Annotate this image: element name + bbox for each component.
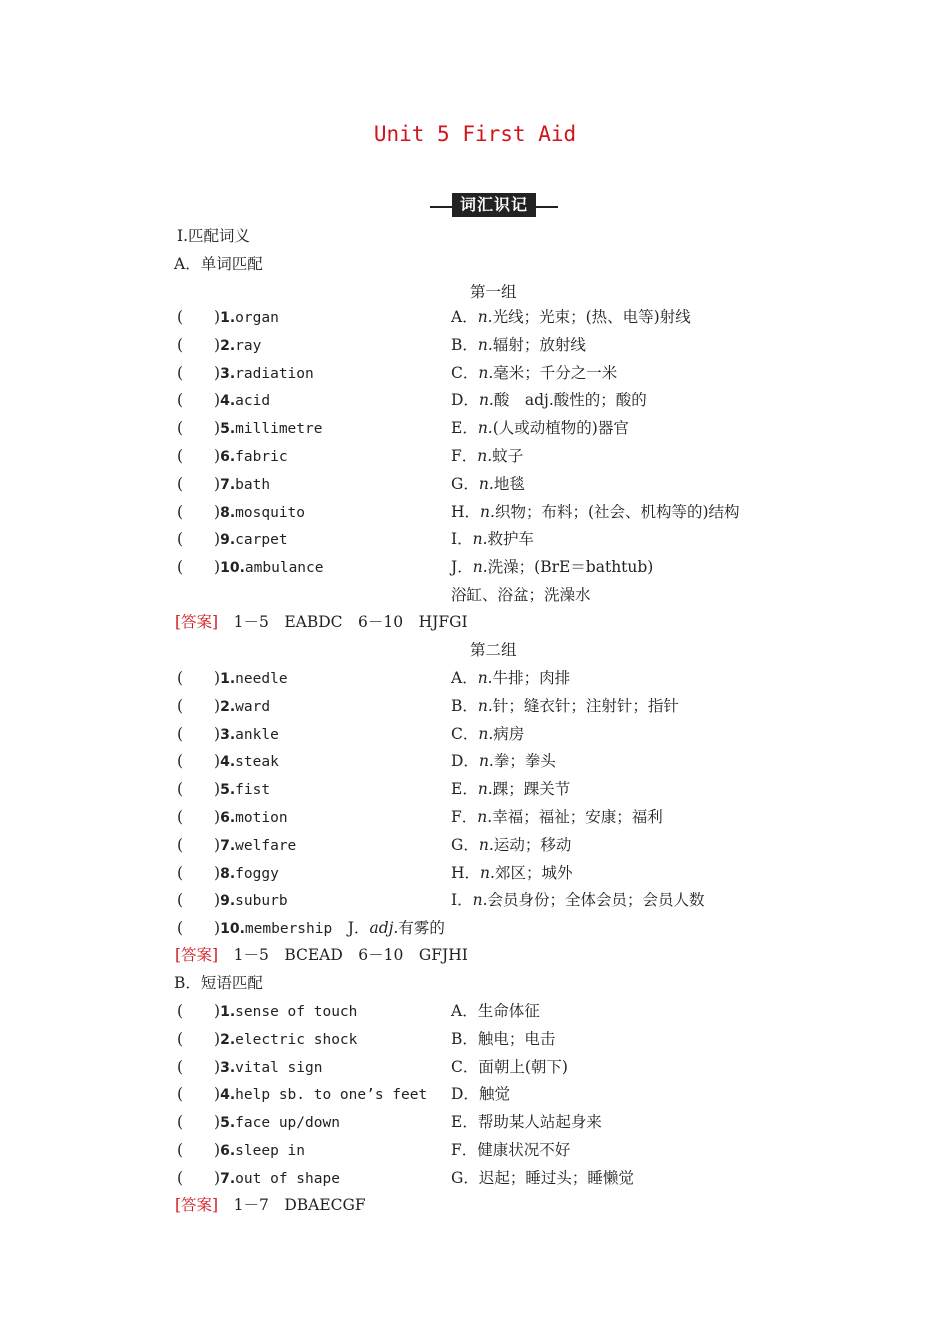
answer-blank: ( ) (177, 502, 221, 521)
part-of-speech: n. (478, 474, 494, 493)
answer-label: [答案] (175, 946, 219, 964)
answer-label: [答案] (175, 613, 219, 631)
option-letter: H． (451, 502, 481, 521)
definition-item (451, 807, 663, 827)
definition-text: 面朝上(朝下) (478, 1057, 568, 1076)
definition-text: 触电；电击 (477, 1029, 556, 1048)
definition-item (451, 779, 570, 799)
word-text: mosquito (235, 504, 306, 521)
word-item (177, 557, 324, 578)
option-letter: A． (451, 308, 478, 326)
definition-text: 毫米；千分之一米 (493, 363, 618, 382)
definition-item (451, 1084, 510, 1104)
item-number: 5. (220, 421, 236, 438)
definition-text: 蚊子 (492, 447, 524, 465)
option-letter: H． (451, 863, 481, 882)
definition-text: 触觉 (478, 1085, 510, 1104)
definition-text: 织物；布料；(社会、机构等的)结构 (494, 502, 740, 521)
option-letter: I． (451, 530, 473, 549)
item-number: 5. (220, 782, 236, 799)
definition-item (451, 529, 534, 549)
item-number: 10. (220, 921, 245, 937)
answer-blank: ( ) (177, 1113, 221, 1132)
definition-item (451, 1168, 634, 1188)
word-item (177, 863, 279, 884)
section-banner (430, 190, 558, 220)
answer-blank: ( ) (177, 919, 221, 937)
option-letter: E． (451, 419, 478, 438)
answer-blank: ( ) (177, 724, 221, 743)
definition-text: 牛排；肉排 (492, 669, 571, 687)
answer-blank: ( ) (177, 808, 221, 826)
word-item (177, 446, 288, 467)
definition-text: 迟起；睡过头；睡懒觉 (478, 1168, 634, 1187)
section-heading: Ⅰ.匹配词义 (177, 227, 251, 245)
banner-label: 词汇识记 (452, 193, 536, 217)
answer-blank: ( ) (177, 863, 221, 882)
part-of-speech: n. (477, 780, 493, 799)
answer-blank: ( ) (177, 891, 221, 910)
word-text: electric shock (235, 1031, 358, 1048)
definition-item (451, 696, 679, 716)
definition-item (451, 1001, 540, 1021)
answer-blank: ( ) (177, 391, 221, 410)
item-number: 3. (220, 1059, 236, 1076)
answer-blank: ( ) (177, 474, 221, 493)
word-text: sleep in (235, 1143, 306, 1159)
word-item (177, 474, 270, 495)
definition-text: 运动；移动 (493, 835, 572, 854)
word-item (177, 835, 296, 856)
definition-text: 有雾的 (398, 919, 445, 937)
item-number: 1. (220, 310, 236, 326)
option-letter: C． (451, 724, 479, 743)
definition-item (451, 751, 556, 771)
option-letter: F． (451, 1141, 478, 1159)
part-of-speech: n. (478, 752, 494, 771)
definition-text: 救护车 (487, 530, 535, 549)
item-number: 9. (220, 532, 236, 549)
answer-blank: ( ) (177, 1141, 221, 1159)
word-item (177, 724, 279, 745)
definition-item (451, 1112, 602, 1132)
word-text: motion (235, 810, 288, 826)
word-item (177, 1029, 357, 1050)
definition-text: 生命体征 (477, 1002, 540, 1020)
definition-text: 洗澡；(BrE＝bathtub) (487, 558, 654, 577)
answer-blank: ( ) (177, 1085, 221, 1104)
part-of-speech: n. (478, 391, 494, 410)
word-text: ward (235, 698, 271, 715)
word-item (177, 1140, 305, 1161)
definition-text: 病房 (493, 724, 525, 743)
answer-blank: ( ) (177, 669, 221, 687)
word-text: welfare (235, 837, 297, 854)
option-letter: C． (451, 363, 479, 382)
option-letter: D． (451, 391, 479, 410)
word-text: fist (235, 782, 271, 799)
group-heading: 第二组 (470, 641, 517, 659)
part-of-speech: n. (478, 363, 494, 382)
part-of-speech: n. (477, 696, 493, 715)
item-number: 9. (220, 893, 236, 910)
option-letter: B． (451, 696, 478, 715)
item-number: 4. (220, 1087, 236, 1104)
definition-item (451, 502, 740, 522)
answer-blank: ( ) (177, 780, 221, 799)
word-item (177, 529, 288, 550)
definition-text: 健康状况不好 (477, 1141, 571, 1159)
word-text: ambulance (244, 560, 324, 577)
answer-blank: ( ) (177, 1168, 221, 1187)
word-text: membership (244, 921, 333, 937)
word-item (177, 335, 261, 356)
option-letter: G． (451, 835, 479, 854)
option-letter: J． (332, 919, 370, 937)
definition-item (451, 835, 571, 855)
word-text: carpet (235, 532, 288, 549)
answer-text: 1－5 EABDC 6－10 HJFGI (218, 613, 468, 631)
option-letter: A． (451, 669, 478, 687)
item-number: 8. (220, 504, 236, 521)
item-number: 4. (220, 393, 236, 410)
part-of-speech: n. (472, 891, 488, 910)
definition-text: 拳；拳头 (493, 752, 556, 771)
definition-text: 针；缝衣针；注射针；指针 (492, 696, 679, 715)
definition-item (451, 863, 572, 883)
word-item (177, 390, 270, 411)
word-text: needle (235, 671, 288, 687)
answer-blank: ( ) (177, 308, 221, 326)
item-number: 7. (220, 1170, 236, 1187)
answer-blank: ( ) (177, 419, 221, 438)
word-item (177, 307, 279, 328)
item-number: 1. (220, 671, 236, 687)
answer-line (175, 612, 468, 632)
option-letter: A． (451, 1002, 478, 1020)
word-item (177, 696, 270, 717)
definition-text: 幸福；福祉；安康；福利 (492, 808, 663, 826)
word-text: out of shape (235, 1170, 340, 1187)
part-of-speech: n. (477, 808, 493, 826)
word-text: organ (235, 310, 279, 326)
option-letter: I． (451, 891, 473, 910)
answer-line (175, 1195, 366, 1215)
answer-label: [答案] (175, 1196, 219, 1214)
definition-text: 辐射；放射线 (492, 335, 586, 354)
definition-item (451, 557, 653, 577)
answer-blank: ( ) (177, 363, 221, 382)
word-text: vital sign (235, 1059, 323, 1076)
word-text: sense of touch (235, 1004, 358, 1020)
definition-item (451, 446, 523, 466)
word-text: steak (235, 754, 279, 771)
answer-blank: ( ) (177, 1002, 221, 1020)
part-of-speech: n. (480, 863, 495, 882)
word-item (177, 918, 445, 939)
item-number: 7. (220, 476, 236, 493)
definition-item (451, 363, 617, 383)
page-title: Unit 5 First Aid (373, 122, 577, 146)
item-number: 10. (220, 560, 245, 577)
word-text: radiation (235, 365, 314, 382)
definition-item (451, 1140, 570, 1160)
option-letter: G． (451, 474, 479, 493)
word-text: ankle (235, 726, 279, 743)
item-number: 7. (220, 837, 236, 854)
word-item (177, 1001, 357, 1022)
definition-item (451, 418, 629, 438)
item-number: 2. (220, 337, 236, 354)
item-number: 6. (220, 1143, 236, 1159)
subsection-b-heading: B．短语匹配 (174, 974, 263, 992)
definition-item (451, 890, 705, 910)
word-item (177, 1168, 340, 1189)
item-number: 4. (220, 754, 236, 771)
word-item (177, 502, 305, 523)
part-of-speech: n. (477, 308, 493, 326)
item-number: 5. (220, 1115, 236, 1132)
item-number: 1. (220, 1004, 236, 1020)
part-of-speech: n. (477, 669, 493, 687)
option-letter: D． (451, 1085, 479, 1104)
option-letter: C． (451, 1057, 479, 1076)
word-item (177, 751, 279, 772)
answer-blank: ( ) (177, 1029, 221, 1048)
option-letter: F． (451, 447, 478, 465)
definition-text: 踝；踝关节 (492, 780, 571, 799)
part-of-speech: n. (478, 724, 494, 743)
part-of-speech: n. (480, 502, 495, 521)
definition-text: (人或动植物的)器官 (492, 419, 629, 438)
answer-blank: ( ) (177, 558, 221, 577)
word-text: face up/down (235, 1115, 340, 1132)
answer-blank: ( ) (177, 1057, 221, 1076)
word-text: fabric (235, 449, 288, 465)
option-letter: G． (451, 1168, 479, 1187)
word-text: suburb (235, 893, 288, 910)
answer-blank: ( ) (177, 752, 221, 771)
definition-item (451, 668, 570, 688)
answer-text: 1－7 DBAECGF (218, 1196, 366, 1214)
option-letter: B． (451, 335, 478, 354)
part-of-speech: adj. (369, 919, 399, 937)
definition-text: 会员身份；全体会员；会员人数 (487, 891, 705, 910)
option-letter: F． (451, 808, 478, 826)
part-of-speech: n. (477, 335, 493, 354)
group-heading: 第一组 (470, 283, 517, 301)
definition-item (451, 307, 691, 327)
word-text: foggy (235, 865, 279, 882)
word-item (177, 418, 322, 439)
answer-blank: ( ) (177, 335, 221, 354)
part-of-speech: n. (477, 447, 493, 465)
answer-blank: ( ) (177, 696, 221, 715)
definition-item (451, 335, 586, 355)
definition-item (451, 1057, 568, 1077)
item-number: 6. (220, 810, 236, 826)
item-number: 8. (220, 865, 236, 882)
definition-text: 帮助某人站起身来 (477, 1113, 602, 1132)
word-text: help sb. to one’s feet (235, 1087, 428, 1104)
definition-text: 郊区；城外 (494, 863, 573, 882)
definition-item (451, 724, 524, 744)
word-item (177, 1112, 340, 1133)
option-letter: E． (451, 780, 478, 799)
word-item (177, 779, 270, 800)
answer-text: 1－5 BCEAD 6－10 GFJHI (218, 946, 468, 964)
word-text: bath (235, 476, 271, 493)
word-item (177, 668, 288, 689)
item-number: 3. (220, 726, 236, 743)
option-letter: B． (451, 1029, 478, 1048)
part-of-speech: n. (472, 530, 488, 549)
option-letter: D． (451, 752, 479, 771)
word-item (177, 1084, 427, 1105)
part-of-speech: n. (472, 558, 488, 577)
definition-item (451, 474, 525, 494)
item-number: 3. (220, 365, 236, 382)
definition-text: 光线；光束；(热、电等)射线 (492, 308, 691, 326)
word-item (177, 1057, 322, 1078)
word-text: ray (235, 337, 262, 354)
word-item (177, 890, 288, 911)
option-letter: J． (451, 558, 473, 577)
definition-item (451, 390, 647, 410)
answer-blank: ( ) (177, 835, 221, 854)
word-text: millimetre (235, 421, 323, 438)
answer-blank: ( ) (177, 447, 221, 465)
item-number: 2. (220, 1031, 236, 1048)
answer-blank: ( ) (177, 530, 221, 549)
option-letter: E． (451, 1113, 478, 1132)
definition-text: 地毯 (493, 474, 525, 493)
part-of-speech: n. (478, 835, 494, 854)
definition-text: 酸 adj.酸性的；酸的 (493, 391, 647, 410)
item-number: 6. (220, 449, 236, 465)
definition-continuation: 浴缸、浴盆；洗澡水 (451, 586, 591, 604)
answer-line (175, 945, 468, 965)
item-number: 2. (220, 698, 236, 715)
word-item (177, 363, 314, 384)
definition-item (451, 1029, 555, 1049)
word-text: acid (235, 393, 271, 410)
word-item (177, 807, 288, 828)
part-of-speech: n. (477, 419, 493, 438)
subsection-a-heading: A．单词匹配 (174, 255, 263, 273)
